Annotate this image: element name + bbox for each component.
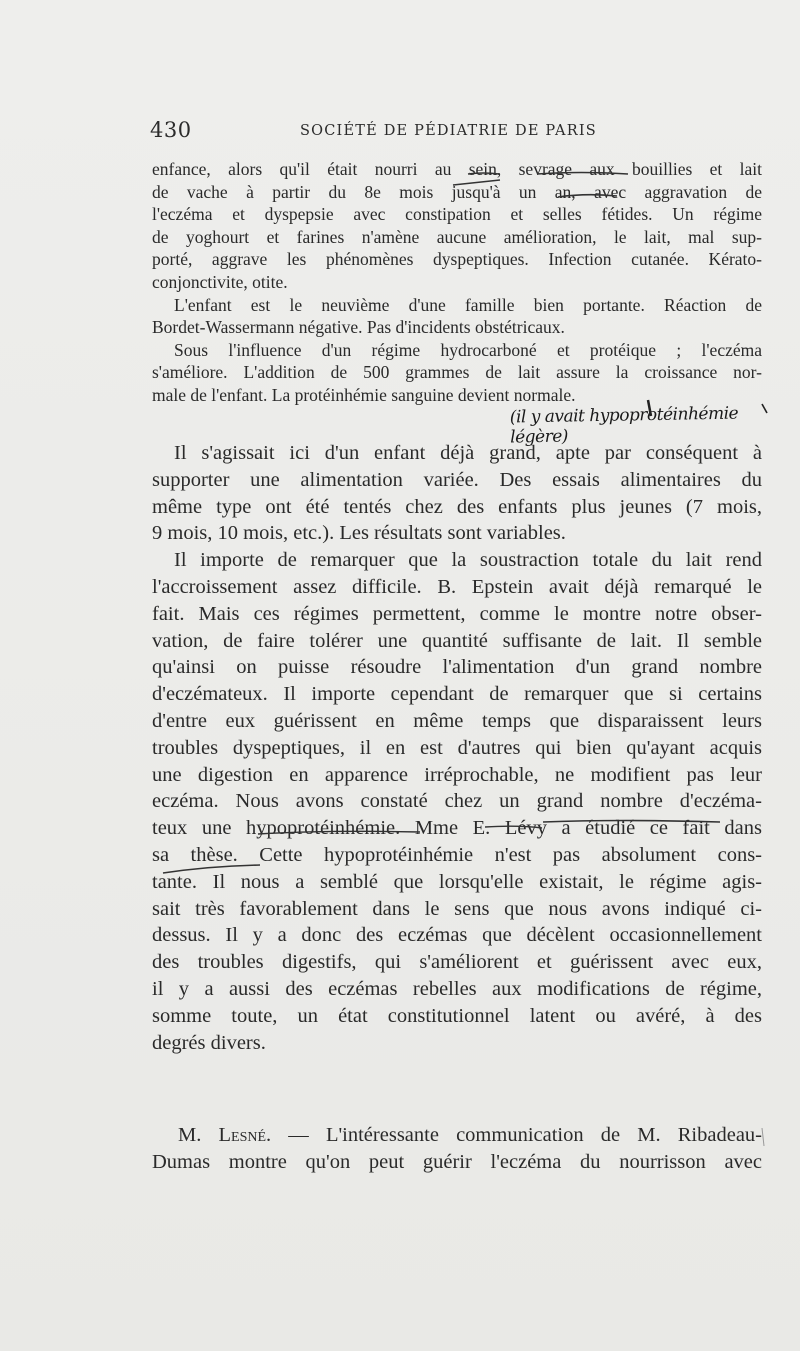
para-large-line: fait. Mais ces régimes permettent, comme le montre notre obser-: [152, 602, 762, 625]
para-large-line: des troubles digestifs, qui s'améliorent et guérissent avec eux,: [152, 951, 762, 974]
para-large-line: dessus. Il y a donc des eczémas que décèlent occasionnellement: [152, 924, 762, 947]
paragraph-lesne-comment: [152, 1122, 762, 1176]
para-small-line: porté, aggrave les phénomènes dyspeptiques. Infection cutanée. Kérato-: [152, 249, 762, 270]
para-large-line: troubles dyspeptiques, il en est d'autres qui bien qu'ayant acquis: [152, 736, 762, 759]
handwritten-annotation: (il y avait hypoprotéinhémie légère): [509, 403, 739, 448]
para-large-line: tante. Il nous a semblé que lorsqu'elle existait, le régime agis-: [152, 870, 762, 893]
para-large-line: d'entre eux guérissent en même temps que disparaissent leurs: [152, 709, 762, 732]
para-large-line: degrés divers.: [152, 1031, 266, 1054]
para-large-line: eczéma. Nous avons constaté chez un grand nombre d'eczéma-: [152, 790, 762, 813]
para-small-line: l'eczéma et dyspepsie avec constipation et selles fétides. Un régime: [152, 204, 762, 225]
para-large-line: sait très favorablement dans le sens que nous avons indiqué ci-: [152, 897, 762, 920]
para-large-line: Il s'agissait ici d'un enfant déjà grand, apte par conséquent à: [174, 442, 762, 464]
lesne-line-2: Dumas montre qu'on peut guérir l'eczéma du nourrisson avec: [152, 1150, 762, 1173]
para-small-line: s'améliore. L'addition de 500 grammes de lait assure la croissance nor-: [152, 362, 762, 383]
paragraph-discussion-text: [152, 440, 762, 1056]
para-small-line: de vache à partir du 8e mois jusqu'à un an, avec aggravation de: [152, 181, 762, 202]
margin-mark: [762, 1128, 764, 1146]
para-large-line: il y a aussi des eczémas rebelles aux modifications de régime,: [152, 977, 762, 1000]
para-small-line: Bordet-Wassermann négative. Pas d'incidents obstétricaux.: [152, 317, 565, 338]
para-large-line: somme toute, un état constitutionnel latent ou avéré, à des: [152, 1004, 762, 1027]
lesne-line-1: [152, 1122, 762, 1149]
lesne-line-1-rest: — L'intéressante communication de M. Ribadeau-: [271, 1124, 762, 1146]
para-large-line: même type ont été tentés chez des enfants plus jeunes (7 mois,: [152, 495, 762, 518]
para-small-line: male de l'enfant. La protéinhémie sanguine devient normale.: [152, 384, 576, 405]
page-number: 430: [150, 118, 192, 142]
para-large-line: supporter une alimentation variée. Des essais alimentaires du: [152, 468, 762, 491]
page-header: [150, 118, 790, 148]
paragraph-case-history: [152, 158, 762, 407]
para-small-line: L'enfant est le neuvième d'une famille bien portante. Réaction de: [174, 294, 762, 315]
para-small-line: Sous l'influence d'un régime hydrocarboné et protéique ; l'eczéma: [174, 339, 762, 360]
para-large-line: d'eczémateux. Il importe cependant de remarquer que si certains: [152, 683, 762, 706]
para-large-line: qu'ainsi on puisse résoudre l'alimentation d'un grand nombre: [152, 656, 762, 679]
para-small-line: enfance, alors qu'il était nourri au sein, sevrage aux bouillies et lait: [152, 159, 762, 179]
para-large-line: sa thèse. Cette hypoprotéinhémie n'est pas absolument cons-: [152, 843, 762, 866]
para-large-line: 9 mois, 10 mois, etc.). Les résultats sont variables.: [152, 522, 566, 545]
para-small-line: de yoghourt et farines n'amène aucune amélioration, le lait, mal sup-: [152, 226, 762, 247]
speaker-name: M. Lesné.: [178, 1124, 272, 1146]
para-small-line: conjonctivite, otite.: [152, 271, 288, 292]
para-large-line: vation, de faire tolérer une quantité suffisante de lait. Il semble: [152, 629, 762, 652]
para-large-line: teux une hypoprotéinhémie. Mme E. Lévy a étudié ce fait dans: [152, 817, 762, 840]
para-large-line: une digestion en apparence irréprochable, ne modifient pas leur: [152, 763, 762, 786]
para-large-line: l'accroissement assez difficile. B. Epstein avait déjà remarqué le: [152, 575, 762, 598]
para-large-line: Il importe de remarquer que la soustraction totale du lait rend: [174, 549, 762, 572]
running-head: SOCIÉTÉ DE PÉDIATRIE DE PARIS: [300, 123, 597, 139]
